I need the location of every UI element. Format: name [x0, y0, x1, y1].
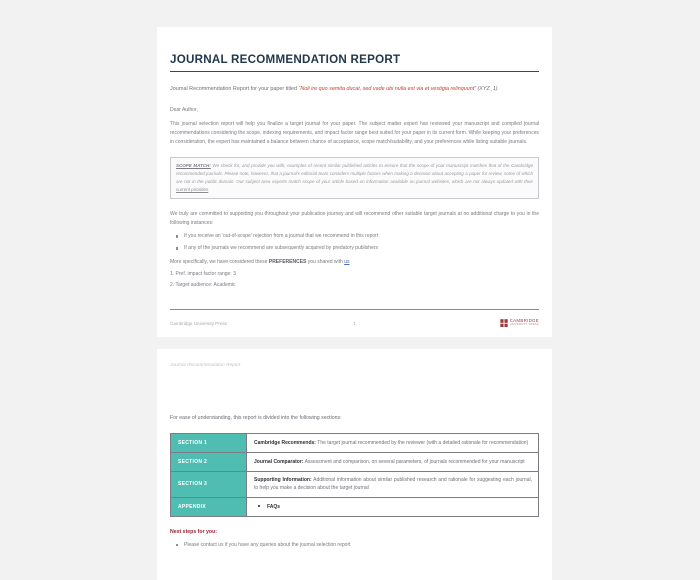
scope-match-label: SCOPE MATCH:	[176, 163, 211, 169]
scope-match-body-end: .	[208, 187, 210, 193]
preferences-keyword: PREFERENCES	[268, 259, 307, 266]
scope-match-body: We check for, and provide you with, examples of recent similar published articles to ensure that the scope of your manuscript matches that of the Cambridge recommended journals. Please note, however, that a journal's editorial team considers multiple factors when making a decision about accepting a paper for review, some of which are not in the public domain. Our subject area experts match scope of your article based on information available on journal websites, which are not always updated with their	[176, 163, 533, 185]
paper-title-word-7: vestigia relinquunt	[430, 86, 475, 92]
document-page-2	[157, 349, 552, 580]
section-description-cell	[247, 453, 539, 472]
paper-id: (XYZ_1)	[475, 86, 498, 92]
cambridge-logo-text	[510, 319, 539, 327]
paper-title-word-3: semita	[329, 86, 346, 92]
paper-title-quote-close: ”	[474, 86, 476, 92]
section-body: The target journal recommended by the reviewer (with a detailed rationale for recommendation)	[315, 439, 529, 446]
sections-intro: For ease of understanding, this report is divided into the following sections:	[170, 415, 342, 421]
paper-title-quote-open: “	[298, 86, 301, 92]
table-row	[171, 497, 539, 516]
preferences-list	[170, 271, 539, 288]
page-1-footer	[170, 315, 539, 331]
footer-publisher: Cambridge University Press	[170, 320, 227, 326]
intro-paragraph: This journal selection report will help you finalize a target journal for your paper. The subject matter expert has reviewed your manuscript and compiled journal recommendations considering the scope, indexing requirements, and impact factor range best suited for your paper in its current form. While keeping your preferences in consideration, the expert has maintained a balance between chance of acceptance, scope match/suitability, and your preferences while listing suitable journals.	[170, 121, 539, 145]
running-head: Journal Recommendation Report	[170, 363, 241, 368]
faqs-bullet: FAQs	[254, 503, 532, 511]
list-item: If you receive an 'out-of-scope' rejection from a journal that we recommend in this report	[170, 232, 539, 240]
scope-match-callout	[170, 157, 539, 199]
preferences-us-link[interactable]: us	[344, 259, 350, 266]
section-description-cell	[247, 472, 539, 498]
section-description-cell	[247, 497, 539, 516]
commitment-bullet-list	[170, 232, 539, 252]
document-page-1	[157, 27, 552, 337]
table-row	[171, 453, 539, 472]
paper-title-word-1: Noli	[300, 86, 310, 92]
cambridge-crest-icon	[500, 319, 508, 328]
list-item: 2. Target audience: Academic	[170, 282, 236, 289]
preferences-intro-post: you shared with	[306, 259, 345, 266]
page-1-content	[170, 27, 539, 293]
scope-match-text	[176, 162, 533, 194]
section-description-cell	[247, 434, 539, 453]
section-key-cell: SECTION 3	[171, 472, 247, 498]
next-steps-heading: Next steps for you:	[170, 528, 217, 535]
section-key-cell: APPENDIX	[171, 497, 247, 516]
commitment-paragraph: We truly are committed to supporting you throughout your publication journey and will recommend other suitable target journals at no additional charge to you in the following instances:	[170, 211, 539, 226]
salutation: Dear Author,	[170, 107, 198, 114]
next-steps-list	[170, 541, 539, 549]
section-key-cell: SECTION 2	[171, 453, 247, 472]
cambridge-logo-subtitle: UNIVERSITY PRESS	[509, 323, 539, 327]
table-row	[171, 472, 539, 498]
list-item: 1. Pref. impact factor range: 3	[170, 271, 236, 278]
paper-title-intro: Journal Recommendation Report for your paper titled	[170, 86, 299, 92]
section-key-cell: SECTION 1	[171, 434, 247, 453]
list-item: If any of the journals we recommend are subsequently acquired by predatory publishers	[170, 244, 539, 252]
section-body: Additional information about similar published research and rationale for suggesting each journal, to help you make a decision about the target journal	[254, 477, 532, 492]
paper-title-word-6: via et	[414, 86, 431, 92]
cambridge-logo-name: CAMBRIDGE	[509, 318, 539, 324]
page-number: 1	[353, 320, 356, 326]
page-2-content	[170, 349, 539, 549]
preferences-intro	[170, 259, 539, 265]
footer-divider	[170, 309, 539, 310]
list-item: Please contact us if you have any queries about the journal selection report	[170, 541, 539, 549]
section-body: Assessment and comparison, on several parameters, of journals recommended for your manuscript	[303, 458, 525, 465]
sections-overview-table	[170, 433, 539, 517]
cambridge-university-press-logo	[500, 319, 539, 328]
preferences-intro-pre: More specifically, we have considered these	[170, 259, 269, 266]
section-heading: Supporting Information:	[254, 477, 312, 483]
section-heading: Cambridge Recommends:	[254, 439, 316, 446]
current-priorities-link[interactable]: current priorities	[176, 187, 209, 193]
paper-title-word-5: nulla est	[394, 86, 415, 92]
paper-title-line	[170, 85, 539, 94]
table-row	[171, 434, 539, 453]
paper-title-word-4: ducat, sed vade ubi	[345, 86, 395, 92]
section-heading: Journal Comparator:	[254, 458, 304, 465]
paper-title-word-2: ire quo	[309, 86, 330, 92]
title-underline-rule	[170, 71, 539, 72]
page-title: JOURNAL RECOMMENDATION REPORT	[170, 53, 401, 66]
